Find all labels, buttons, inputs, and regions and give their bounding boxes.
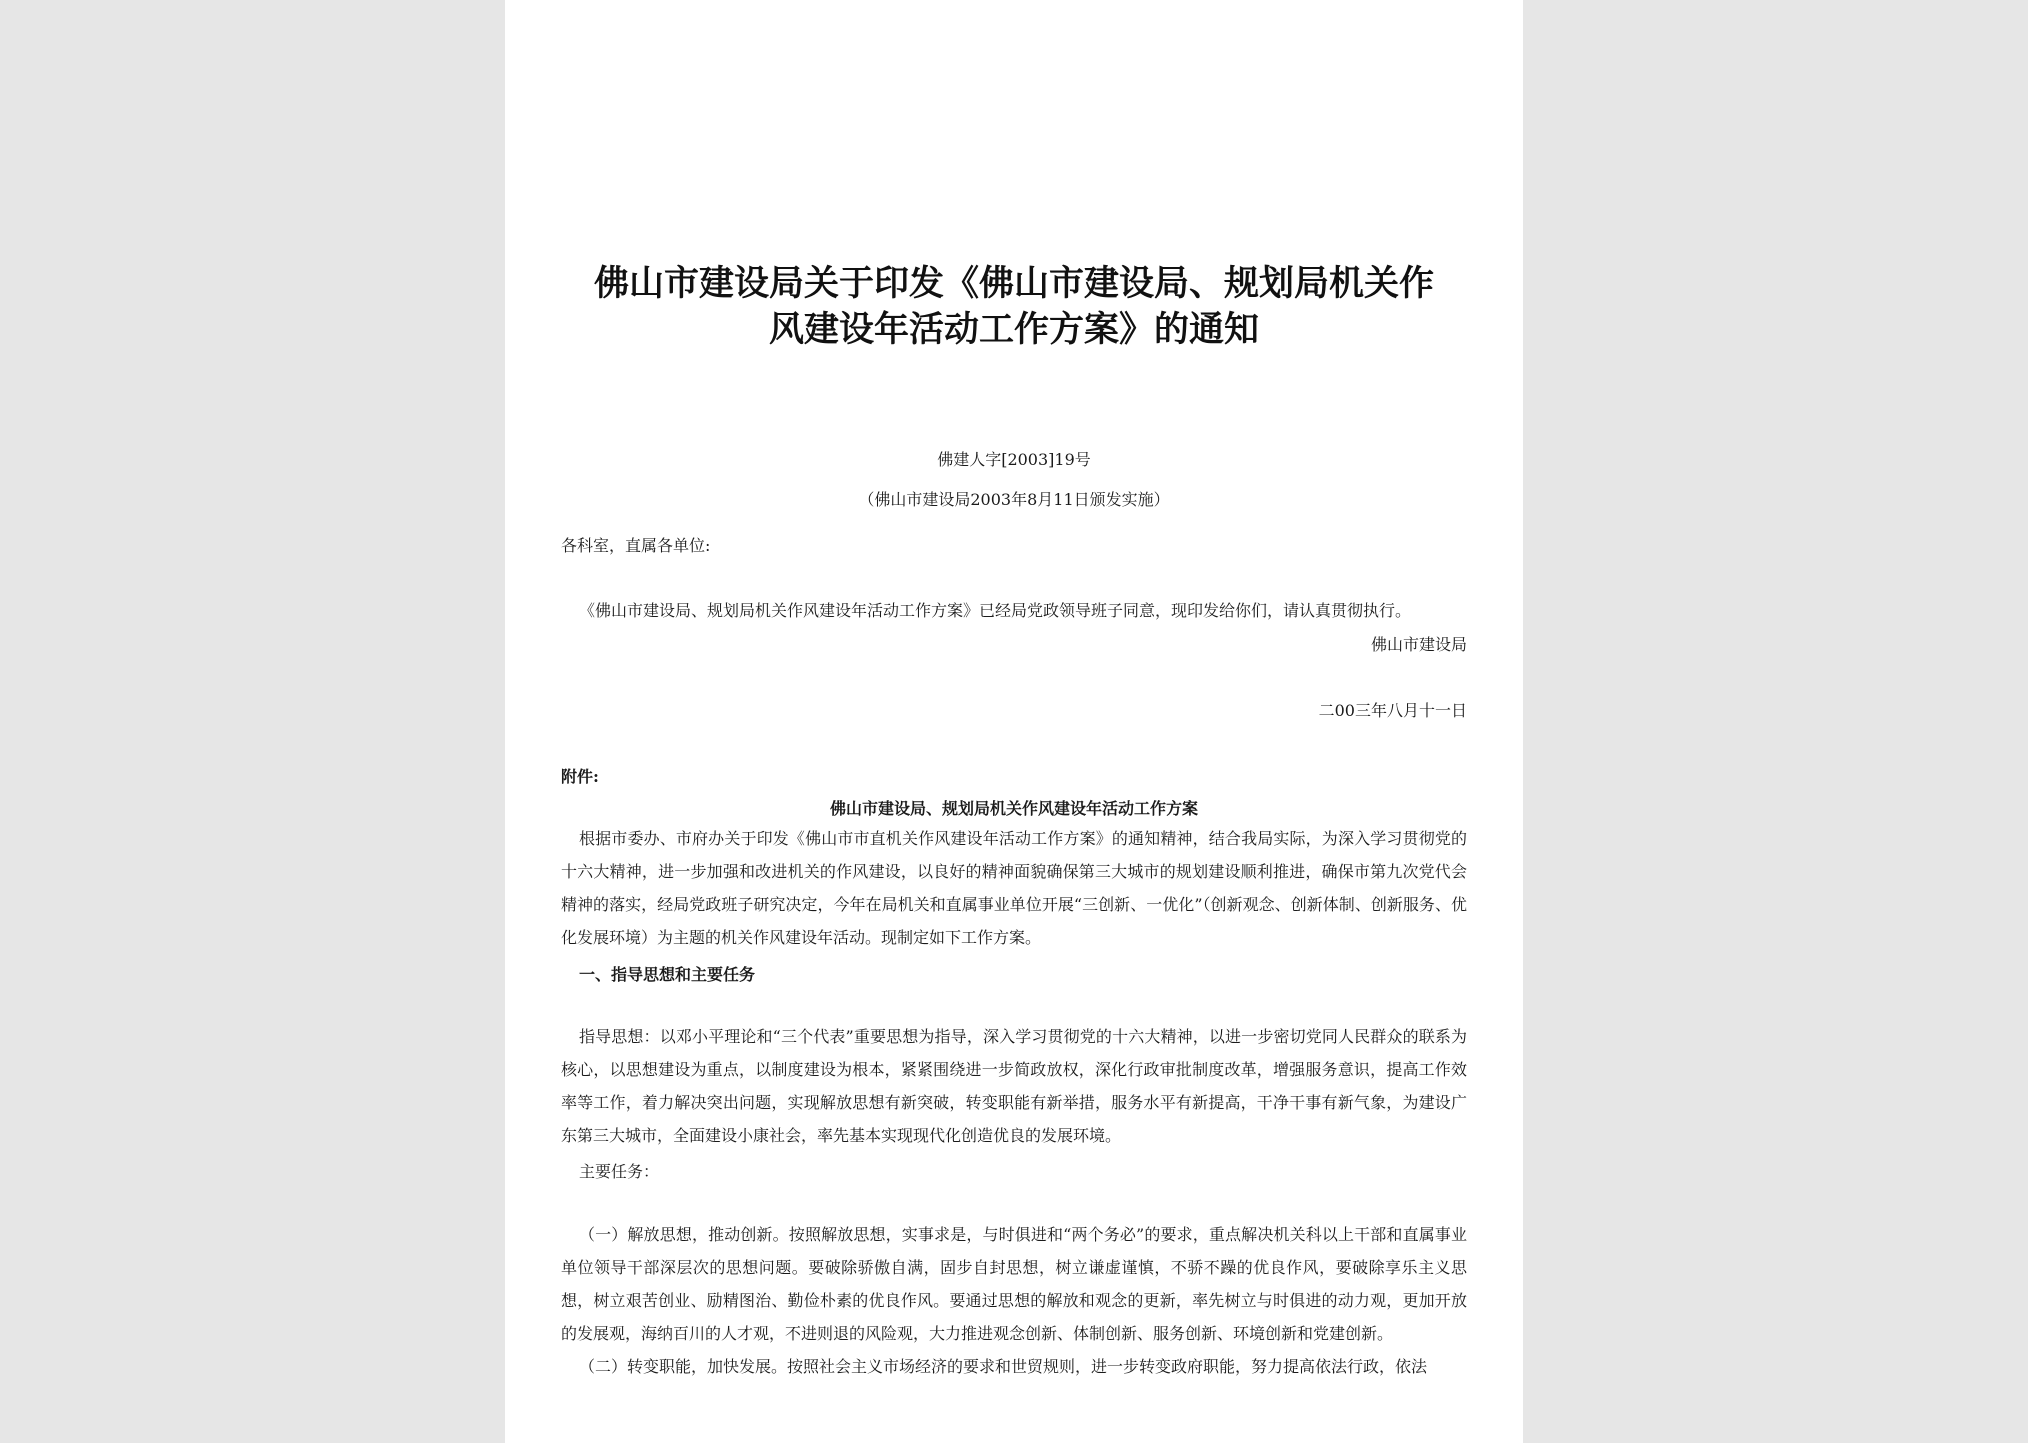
notice-body: 《佛山市建设局、规划局机关作风建设年活动工作方案》已经局党政领导班子同意，现印发给你们，请认真贯彻执行。 (579, 601, 1412, 620)
document-number: 佛建人字[2003]19号 (937, 450, 1091, 469)
task-1-paragraph: （一）解放思想，推动创新。按照解放思想，实事求是，与时俱进和“两个务必”的要求，重点解决机关科以上干部和直属事业单位领导干部深层次的思想问题。要破除骄傲自满，固步自封思想，树立谦虚谨慎，不骄不躁的优良作风，要破除享乐主义思想，树立艰苦创业、励精图治、勤俭朴素的优良作风。要通过思想的解放和观念的更新，率先树立与时俱进的动力观，更加开放的发展观，海纳百川的人才观，不进则退的风险观，大力推进观念创新、体制创新、服务创新、环境创新和党建创新。 (561, 1225, 1467, 1343)
task-2-paragraph: （二）转变职能，加快发展。按照社会主义市场经济的要求和世贸规则，进一步转变政府职能，努力提高依法行政，依法 (579, 1357, 1428, 1376)
document-title-line-1: 佛山市建设局关于印发《佛山市建设局、规划局机关作 (593, 263, 1434, 304)
section-heading-1: 一、指导思想和主要任务 (579, 965, 756, 984)
addressee: 各科室，直属各单位: (561, 536, 711, 555)
main-tasks-label: 主要任务： (579, 1162, 660, 1181)
guiding-thought-paragraph: 指导思想：以邓小平理论和“三个代表”重要思想为指导，深入学习贯彻党的十六大精神，以进一步密切党同人民群众的联系为核心，以思想建设为重点，以制度建设为根本，紧紧围绕进一步简政放权，深化行政审批制度改革，增强服务意识，提高工作效率等工作，着力解决突出问题，实现解放思想有新突破，转变职能有新举措，服务水平有新提高，干净干事有新气象，为建设广东第三大城市，全面建设小康社会，率先基本实现现代化创造优良的发展环境。 (561, 1027, 1467, 1145)
document-page (505, 0, 1523, 1443)
intro-paragraph: 根据市委办、市府办关于印发《佛山市市直机关作风建设年活动工作方案》的通知精神，结合我局实际，为深入学习贯彻党的十六大精神，进一步加强和改进机关的作风建设，以良好的精神面貌确保第三大城市的规划建设顺利推进，确保市第九次党代会精神的落实，经局党政班子研究决定，今年在局机关和直属事业单位开展“三创新、一优化”（创新观念、创新体制、创新服务、优化发展环境）为主题的机关作风建设年活动。现制定如下工作方案。 (561, 829, 1467, 947)
attachment-title: 佛山市建设局、规划局机关作风建设年活动工作方案 (829, 799, 1198, 818)
issue-note: （佛山市建设局2003年8月11日颁发实施） (858, 490, 1170, 509)
signature-organization: 佛山市建设局 (1370, 635, 1467, 654)
document-title-line-2: 风建设年活动工作方案》的通知 (768, 309, 1259, 350)
attachment-label: 附件: (561, 767, 599, 786)
signature-date: 二00三年八月十一日 (1318, 701, 1467, 720)
